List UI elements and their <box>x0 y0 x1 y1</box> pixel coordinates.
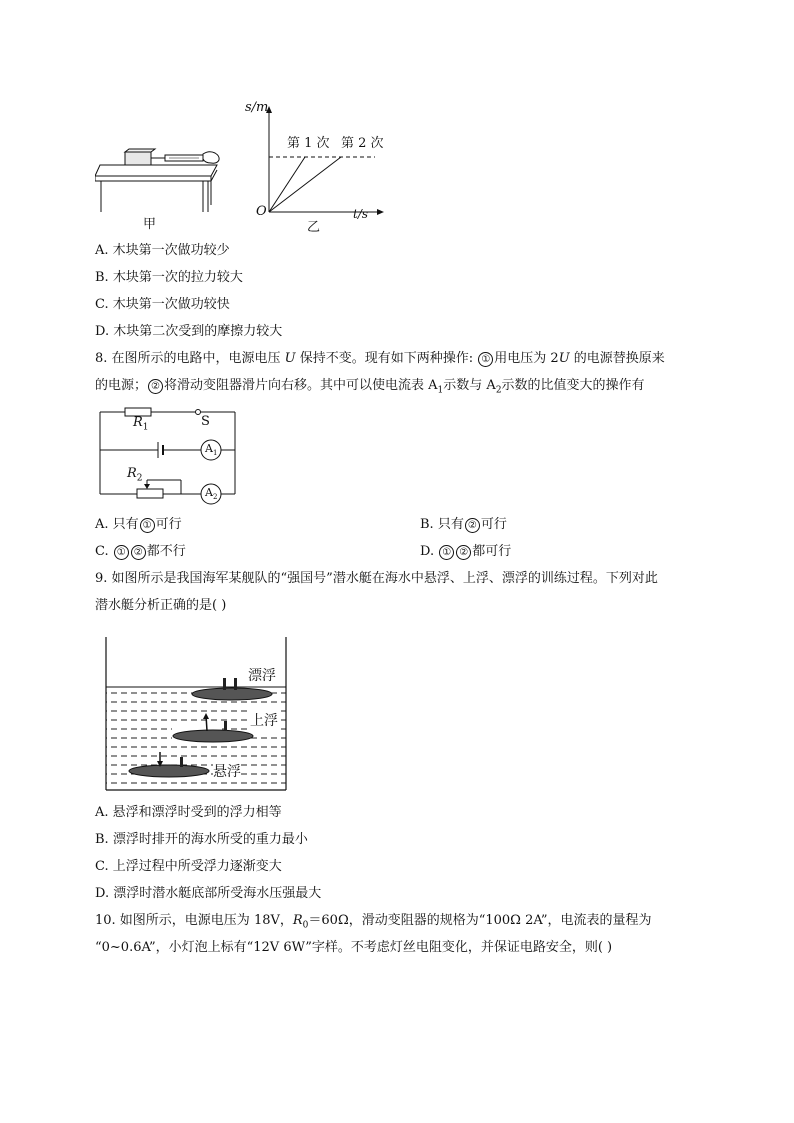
q8-stem-line1: 8. 在图所示的电路中，电源电压 U 保持不变。现有如下两种操作: ① 用电压为 2U 的电源替换原来 <box>95 351 665 366</box>
submarine-figure <box>100 635 290 795</box>
x-axis-label: t/s <box>353 207 369 221</box>
q8-option-a: A. 只有 ① 可行 <box>95 517 182 532</box>
r1-label: $R_1$ <box>133 415 149 433</box>
ammeter-a2-label: $A_2$ <box>205 486 218 502</box>
q8-option-c: C. ① ② 都不行 <box>95 544 186 559</box>
q8-stem-line2: 的电源； ② 将滑动变阻器滑片向右移。其中可以使电流表 $A_1$示数与 $A_2$示数的比值变大的操作有 <box>95 378 645 396</box>
label-suspend: 悬浮 <box>213 761 241 781</box>
circuit-drawing <box>95 402 245 507</box>
q7-option-b: B. 木块第一次的拉力较大 <box>95 270 243 285</box>
q8-option-b: B. 只有 ② 可行 <box>420 517 507 532</box>
q7-option-c: C. 木块第一次做功较快 <box>95 297 230 312</box>
q9-option-a: A. 悬浮和漂浮时受到的浮力相等 <box>95 805 282 820</box>
q7-option-d: D. 木块第二次受到的摩擦力较大 <box>95 324 283 339</box>
circled-two: ② <box>148 379 163 394</box>
q10-stem-line1: 10. 如图所示，电源电压为 18V，$R_0=60\Omega$，滑动变阻器的规格为“100Ω 2A”，电流表的量程为 <box>95 913 652 931</box>
y-axis-label: s/m <box>245 100 269 115</box>
figure-jia-label: 甲 <box>143 217 157 232</box>
q10-stem-line2: “0~0.6A”，小灯泡上标有“12V 6W”字样。不考虑灯丝电阻变化，并保证电路安全，则( ) <box>95 940 613 955</box>
line1-label: 第 1 次 <box>287 136 330 151</box>
label-float: 漂浮 <box>248 665 276 685</box>
line-second <box>269 157 341 212</box>
figure-yi <box>245 100 390 235</box>
q7-option-a: A. 木块第一次做功较少 <box>95 243 230 258</box>
line-first <box>269 157 305 212</box>
label-rise: 上浮 <box>250 710 278 730</box>
q9-option-d: D. 漂浮时潜水艇底部所受海水压强最大 <box>95 886 322 901</box>
q9-option-c: C. 上浮过程中所受浮力逐渐变大 <box>95 859 282 874</box>
figure-jia <box>95 140 230 230</box>
q9-stem-line1: 9. 如图所示是我国海军某舰队的“强国号”潜水艇在海水中悬浮、上浮、漂浮的训练过程。下列对此 <box>95 571 658 586</box>
origin-label: O <box>256 204 267 219</box>
circuit-diagram <box>95 402 245 507</box>
q8-option-d: D. ① ② 都可行 <box>420 544 512 559</box>
line2-label: 第 2 次 <box>341 136 384 151</box>
q9-stem-line2: 潜水艇分析正确的是( ) <box>95 598 227 613</box>
ammeter-a1-label: $A_1$ <box>205 442 218 458</box>
q9-option-b: B. 漂浮时排开的海水所受的重力最小 <box>95 832 308 847</box>
table-block-spring-drawing <box>95 140 230 230</box>
figure-yi-label: 乙 <box>307 220 321 235</box>
r2-label: $R_2$ <box>127 466 143 484</box>
switch-label: S <box>201 414 210 429</box>
circled-one: ① <box>478 352 493 367</box>
